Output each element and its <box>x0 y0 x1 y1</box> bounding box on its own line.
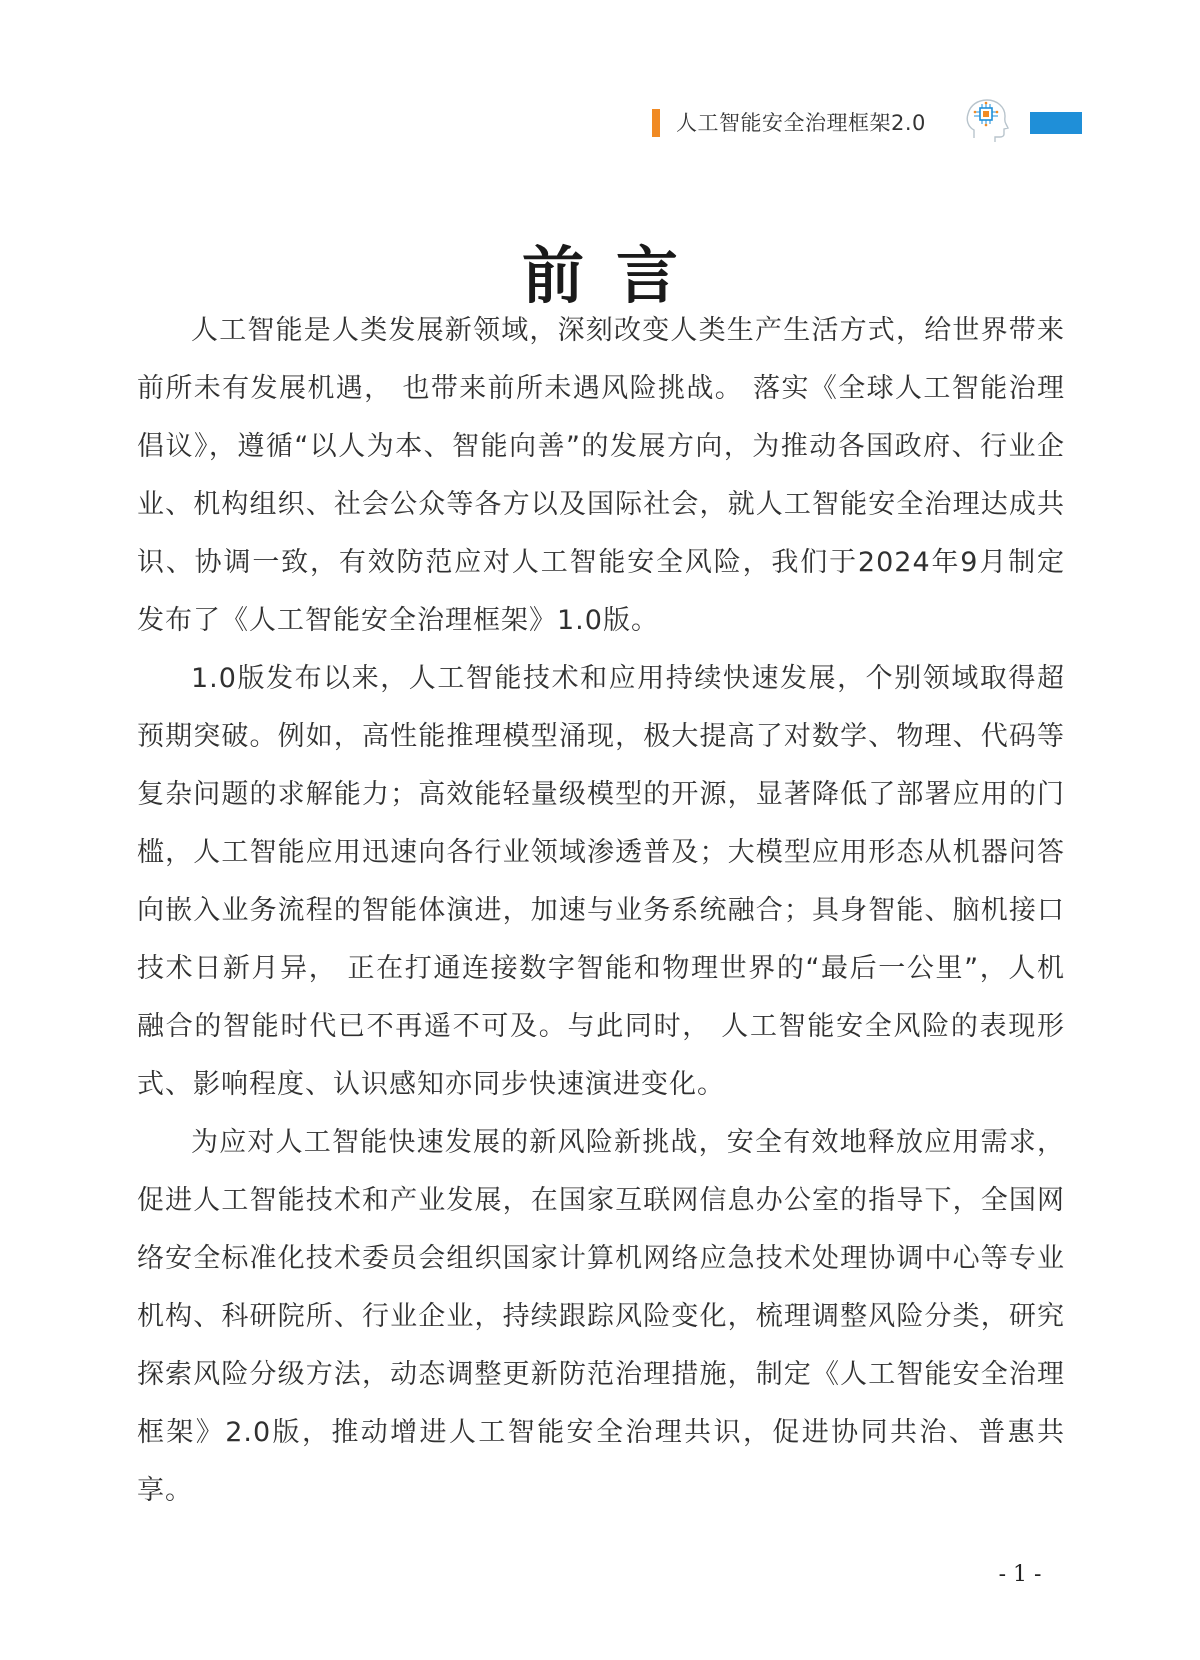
paragraph: 1.0版发布以来，人工智能技术和应用持续快速发展，个别领域取得超预期突破。例如，高性能推理模型涌现，极大提高了对数学、物理、代码等复杂问题的求解能力；高效能轻量级模型的开源，显著降低了部署应用的门槛，人工智能应用迅速向各行业领域渗透普及；大模型应用形态从机器问答向嵌入业务流程的智能体演进，加速与业务系统融合；具身智能、脑机接口技术日新月异， 正在打通连接数字智能和物理世界的“最后一公里”，人机融合的智能时代已不再遥不可及。与此同时， 人工智能安全风险的表现形式、影响程度、认识感知亦同步快速演进变化。 <box>137 663 1065 1100</box>
header-title: 人工智能安全治理框架2.0 <box>676 111 926 135</box>
paragraph: 人工智能是人类发展新领域，深刻改变人类生产生活方式，给世界带来前所未有发展机遇， 也带来前所未遇风险挑战。 落实《全球人工智能治理倡议》，遵循“以人为本、智能向善”的发展方向，为推动各国政府、行业企业、机构组织、社会公众等各方以及国际社会，就人工智能安全治理达成共识、协调一致，有效防范应对人工智能安全风险，我们于2024年9月制定发布了《人工智能安全治理框架》1.0版。 <box>137 315 1065 636</box>
paragraph: 为应对人工智能快速发展的新风险新挑战，安全有效地释放应用需求，促进人工智能技术和产业发展，在国家互联网信息办公室的指导下，全国网络安全标准化技术委员会组织国家计算机网络应急技术处理协调中心等专业机构、科研院所、行业企业，持续跟踪风险变化，梳理调整风险分类，研究探索风险分级方法，动态调整更新防范治理措施，制定《人工智能安全治理框架》2.0版，推动增进人工智能安全治理共识，促进协同共治、普惠共享。 <box>137 1127 1065 1506</box>
running-header <box>650 104 1090 150</box>
brain-chip-icon <box>960 94 1012 146</box>
page-title: 前言 <box>521 238 710 312</box>
header-accent-bar <box>652 109 660 137</box>
page-number: - 1 - <box>998 1562 1042 1587</box>
header-brand-bar <box>1030 112 1082 134</box>
preface-body <box>137 302 1065 1520</box>
